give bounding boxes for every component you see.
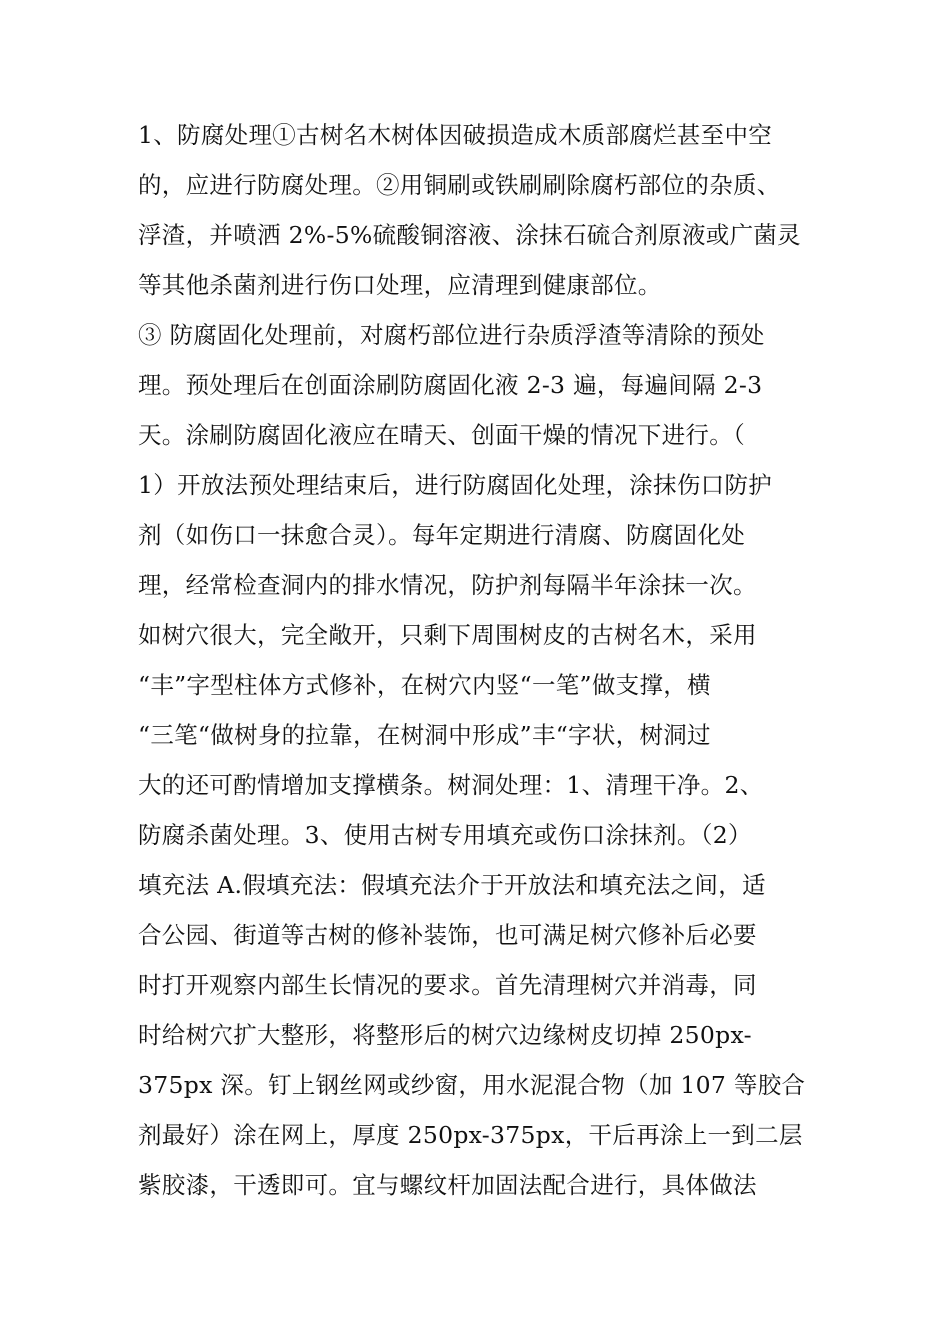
text-line: 紫胶漆，干透即可。宜与螺纹杆加固法配合进行，具体做法 [138, 1171, 757, 1199]
text-line: 防腐杀菌处理。3、使用古树专用填充或伤口涂抹剂。（2） [138, 821, 752, 849]
text-line: “三笔“做树身的拉靠，在树洞中形成”丰“字状，树洞过 [138, 721, 711, 749]
text-line: 1）开放法预处理结束后，进行防腐固化处理，涂抹伤口防护 [138, 471, 773, 499]
text-line: 时给树穴扩大整形，将整形后的树穴边缘树皮切掉 250px- [138, 1021, 752, 1049]
text-line: 剂（如伤口一抹愈合灵）。每年定期进行清腐、防腐固化处 [138, 521, 746, 549]
body-text [138, 110, 828, 1210]
text-line: 剂最好）涂在网上，厚度 250px-375px，干后再涂上一到二层 [138, 1121, 803, 1149]
text-line: 时打开观察内部生长情况的要求。首先清理树穴并消毒，同 [138, 971, 757, 999]
text-line: 合公园、街道等古树的修补装饰，也可满足树穴修补后必要 [138, 921, 757, 949]
text-line: 的，应进行防腐处理。②用铜刷或铁刷刷除腐朽部位的杂质、 [138, 171, 781, 199]
text-line: 填充法 A.假填充法：假填充法介于开放法和填充法之间，适 [138, 871, 766, 899]
text-line: 理。预处理后在创面涂刷防腐固化液 2-3 遍，每遍间隔 2-3 [138, 371, 763, 399]
text-line: 如树穴很大，完全敞开，只剩下周围树皮的古树名木，采用 [138, 621, 757, 649]
text-line: 1、防腐处理①古树名木树体因破损造成木质部腐烂甚至中空 [138, 121, 773, 149]
text-line: 天。涂刷防腐固化液应在晴天、创面干燥的情况下进行。（ [138, 421, 746, 449]
text-line: 375px 深。钉上钢丝网或纱窗，用水泥混合物（加 107 等胶合 [138, 1071, 806, 1099]
text-line: ③ 防腐固化处理前，对腐朽部位进行杂质浮渣等清除的预处 [138, 321, 765, 349]
text-line: 等其他杀菌剂进行伤口处理，应清理到健康部位。 [138, 271, 662, 299]
text-line: 大的还可酌情增加支撑横条。树洞处理：1、清理干净。2、 [138, 771, 764, 799]
text-line: “丰”字型柱体方式修补，在树穴内竖“一笔”做支撑，横 [138, 671, 711, 699]
text-line: 浮渣，并喷洒 2%-5%硫酸铜溶液、涂抹石硫合剂原液或广菌灵 [138, 221, 801, 249]
text-line: 理，经常检查洞内的排水情况，防护剂每隔半年涂抹一次。 [138, 571, 757, 599]
